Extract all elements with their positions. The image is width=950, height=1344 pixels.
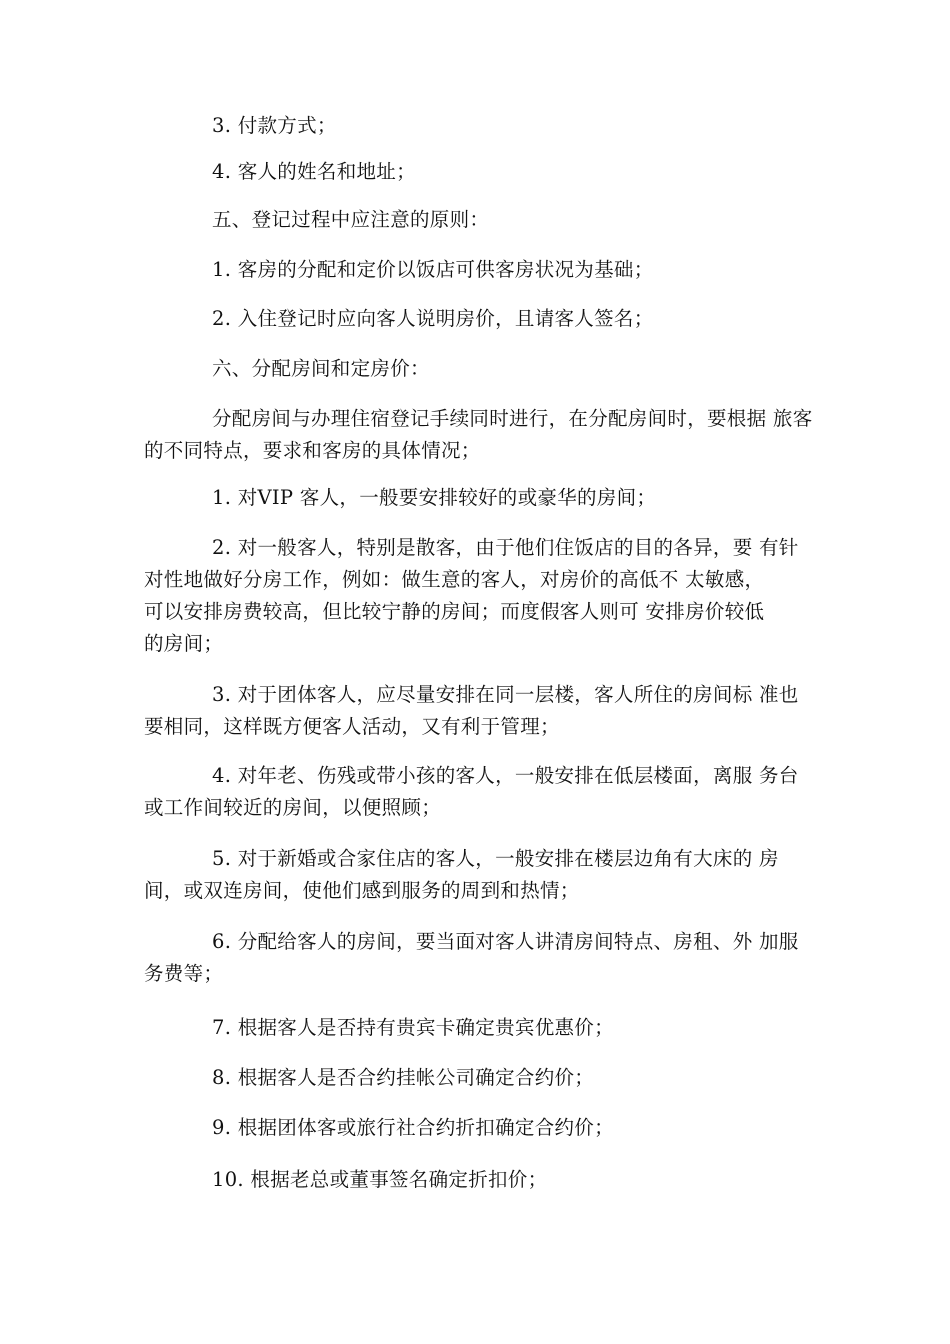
list-item-vip-card-rate bbox=[144, 1012, 832, 1044]
list-item-vip-guests bbox=[144, 482, 832, 514]
list-item-payment-method bbox=[144, 110, 832, 142]
list-item-executive-discount-rate bbox=[144, 1164, 832, 1196]
text-line: 间，或双连房间，使他们感到服务的周到和热情； bbox=[144, 879, 580, 902]
text-line: 5. 对于新婚或合家住店的客人，一般安排在楼层边角有大床的 房 bbox=[212, 847, 779, 870]
text-line: 7. 根据客人是否持有贵宾卡确定贵宾优惠价； bbox=[212, 1016, 614, 1039]
text-line: 1. 客房的分配和定价以饭店可供客房状况为基础； bbox=[212, 258, 654, 281]
list-item-group-guests bbox=[144, 679, 832, 743]
text-line: 4. 客人的姓名和地址； bbox=[212, 160, 416, 183]
text-line: 五、登记过程中应注意的原则： bbox=[212, 208, 490, 231]
text-line: 10. 根据老总或董事签名确定折扣价； bbox=[212, 1168, 548, 1191]
section-heading-room-allocation bbox=[144, 353, 832, 385]
section-heading-principles bbox=[144, 204, 832, 236]
text-line: 4. 对年老、伤残或带小孩的客人，一般安排在低层楼面，离服 务台 bbox=[212, 764, 799, 787]
text-line: 9. 根据团体客或旅行社合约折扣确定合约价； bbox=[212, 1116, 614, 1139]
list-item-newlywed-family-guests bbox=[144, 843, 832, 907]
list-item-general-guests bbox=[144, 532, 832, 660]
text-line: 6. 分配给客人的房间，要当面对客人讲清房间特点、房租、外 加服 bbox=[212, 930, 799, 953]
text-line: 3. 付款方式； bbox=[212, 114, 337, 137]
text-line: 2. 入住登记时应向客人说明房价，且请客人签名； bbox=[212, 307, 654, 330]
text-line: 要相同，这样既方便客人活动，又有利于管理； bbox=[144, 715, 560, 738]
text-line: 务费等； bbox=[144, 962, 224, 985]
list-item-principle-1 bbox=[144, 254, 832, 286]
paragraph-allocation-intro bbox=[144, 403, 832, 467]
list-item-elderly-disabled-guests bbox=[144, 760, 832, 824]
list-item-group-agency-rate bbox=[144, 1112, 832, 1144]
text-line: 的房间； bbox=[144, 632, 224, 655]
text-line: 2. 对一般客人，特别是散客，由于他们住饭店的目的各异，要 有针 bbox=[212, 536, 799, 559]
text-line: 六、分配房间和定房价： bbox=[212, 357, 430, 380]
list-item-guest-name-address bbox=[144, 156, 832, 188]
list-item-contract-company-rate bbox=[144, 1062, 832, 1094]
text-line: 3. 对于团体客人，应尽量安排在同一层楼，客人所住的房间标 准也 bbox=[212, 683, 799, 706]
text-line: 或工作间较近的房间，以便照顾； bbox=[144, 796, 442, 819]
text-line: 8. 根据客人是否合约挂帐公司确定合约价； bbox=[212, 1066, 595, 1089]
text-line: 分配房间与办理住宿登记手续同时进行，在分配房间时，要根据 旅客 bbox=[212, 407, 813, 430]
list-item-principle-2 bbox=[144, 303, 832, 335]
text-line: 对性地做好分房工作，例如：做生意的客人，对房价的高低不 太敏感， bbox=[144, 568, 765, 591]
text-line: 1. 对VIP 客人，一般要安排较好的或豪华的房间； bbox=[212, 486, 657, 509]
list-item-explain-room-details bbox=[144, 926, 832, 990]
text-line: 的不同特点，要求和客房的具体情况； bbox=[144, 439, 481, 462]
text-line: 可以安排房费较高，但比较宁静的房间；而度假客人则可 安排房价较低 bbox=[144, 600, 765, 623]
